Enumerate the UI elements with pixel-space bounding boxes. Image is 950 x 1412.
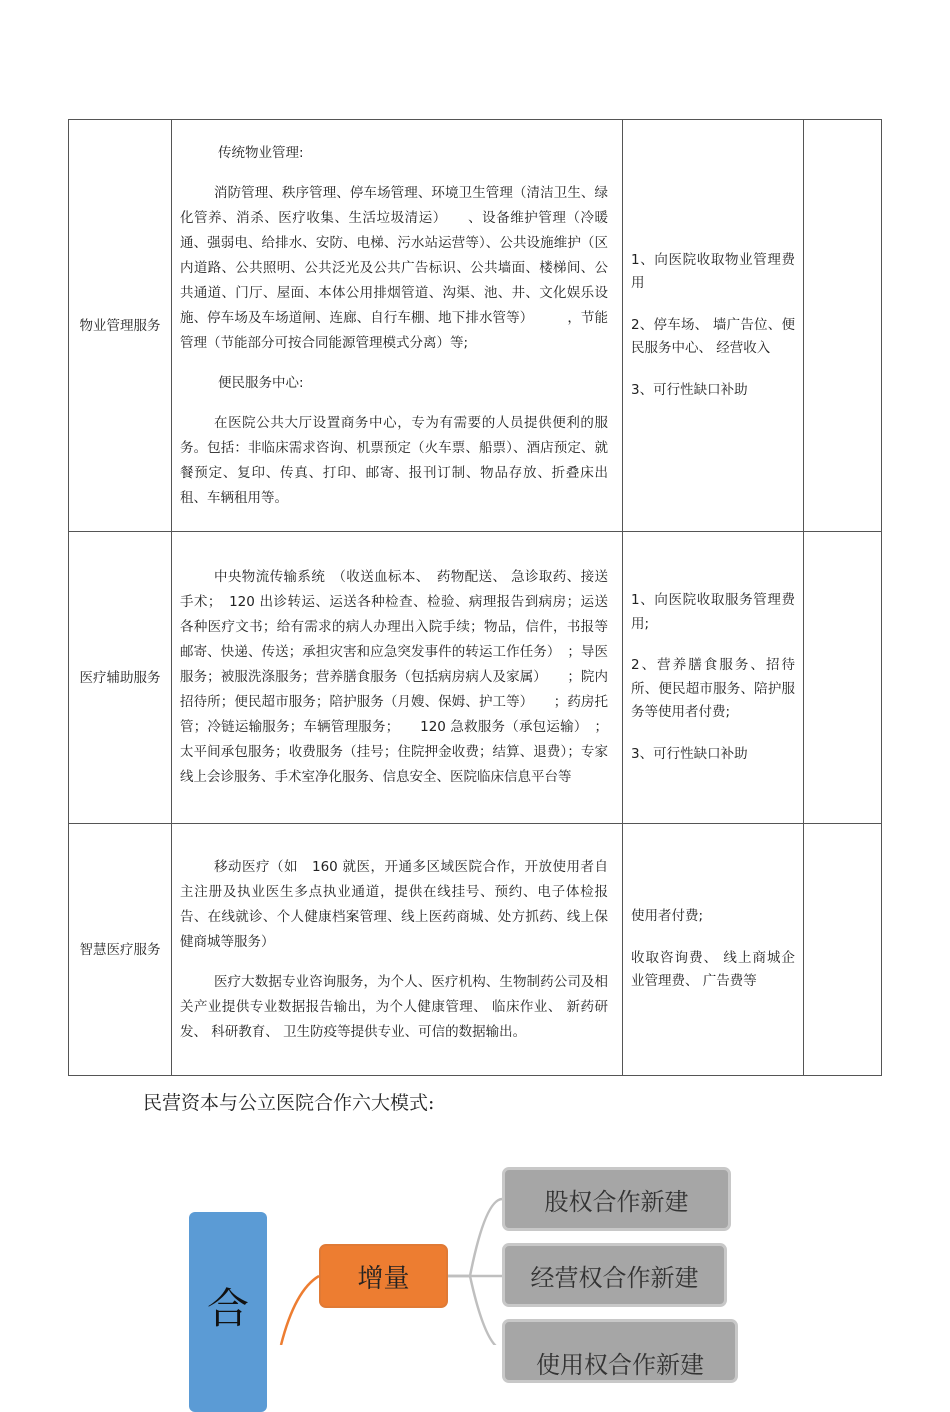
diagram-middle-label: 增量: [357, 1263, 410, 1294]
connector-mid-leaf1: [448, 1199, 502, 1276]
content-label: 传统物业管理:: [218, 144, 304, 161]
service-category: 智慧医疗服务: [79, 941, 161, 958]
revenue-item: 收取咨询费、 线上商城企业管理费、 广告费等: [631, 949, 795, 990]
connector-mid-leaf3: [448, 1276, 502, 1345]
revenue-item: 3、可行性缺口补助: [631, 381, 748, 398]
diagram-leaf-box: [502, 1243, 727, 1307]
section-heading: 民营资本与公立医院合作六大模式:: [143, 1092, 435, 1114]
service-category: 医疗辅助服务: [79, 669, 161, 686]
diagram-leaf-box: [502, 1319, 738, 1383]
revenue-item: 3、可行性缺口补助: [631, 745, 748, 762]
diagram-root-label: 合: [206, 1284, 249, 1333]
diagram-root-box: [189, 1212, 267, 1412]
revenue-item: 使用者付费;: [631, 908, 704, 925]
content-paragraph: 在医院公共大厅设置商务中心，专为有需要的人员提供便利的服务。包括：非临床需求咨询、机票预定（火车票、船票）、酒店预定、就餐预定、复印、传真、打印、邮寄、报刊订制、物品存放、折叠床出租、车辆租用等。: [180, 414, 608, 506]
diagram-leaf-box: [502, 1167, 731, 1231]
content-label: 便民服务中心:: [218, 374, 304, 391]
service-category: 物业管理服务: [79, 317, 161, 334]
revenue-item: 2、营养膳食服务、招待所、便民超市服务、陪护服务等使用者付费;: [631, 657, 795, 720]
content-paragraph: 消防管理、秩序管理、停车场管理、环境卫生管理（清洁卫生、绿化管养、消杀、医疗收集、生活垃圾清运） 、设备维护管理（冷暖通、强弱电、给排水、安防、电梯、污水站运营等）、公共设施维护（区内道路、公共照明、公共泛光及公共广告标识、公共墙面、楼梯间、公共通道、门厅、屋面、本体公用排烟管道、沟渠、池、井、文化娱乐设施、停车场及车场道闸、连廊、自行车棚、地下排水管等） ，节能管理（节能部分可按合同能源管理模式分离）等;: [180, 184, 608, 351]
connector-root-mid: [281, 1276, 319, 1345]
content-paragraph: 中央物流传输系统 （收送血标本、 药物配送、 急诊取药、接送手术； 120 出诊转运、运送各种检查、检验、病理报告到病房；运送各种医疗文书；给有需求的病人办理出入院手续；物品，信件，书报等邮寄、快递、传送；承担灾害和应急突发事件的转运工作任务） ；导医服务；被服洗涤服务；营养膳食服务（包括病房病人及家属） ；院内招待所；便民超市服务；陪护服务（月嫂、保姆、护工等） ；药房托管；冷链运输服务；车辆管理服务； 120 急救服务（承包运输） ；太平间承包服务；收费服务（挂号；住院押金收费；结算、退费）；专家线上会诊服务、手术室净化服务、信息安全、医院临床信息平台等: [180, 569, 608, 785]
revenue-item: 1、向医院收取服务管理费用;: [631, 592, 795, 632]
revenue-item: 2、停车场、 墙广告位、便民服务中心、 经营收入: [631, 316, 795, 357]
content-paragraph: 移动医疗（如 160 就医，开通多区域医院合作，开放使用者自主注册及执业医生多点执业通道，提供在线挂号、预约、电子体检报告、在线就诊、个人健康档案管理、线上医药商城、处方抓药、线上保健商城等服务）: [180, 858, 608, 950]
diagram-leaf-label: 使用权合作新建: [536, 1350, 704, 1379]
revenue-item: 1、向医院收取物业管理费用: [631, 251, 795, 292]
diagram-leaf-label: 股权合作新建: [544, 1187, 689, 1216]
diagram-leaf-label: 经营权合作新建: [530, 1263, 699, 1292]
diagram-middle-box: [319, 1244, 448, 1308]
content-paragraph: 医疗大数据专业咨询服务，为个人、医疗机构、生物制药公司及相关产业提供专业数据报告输出，为个人健康管理、 临床作业、 新药研发、 科研教育、 卫生防疫等提供专业、可信的数据输出。: [180, 973, 608, 1040]
